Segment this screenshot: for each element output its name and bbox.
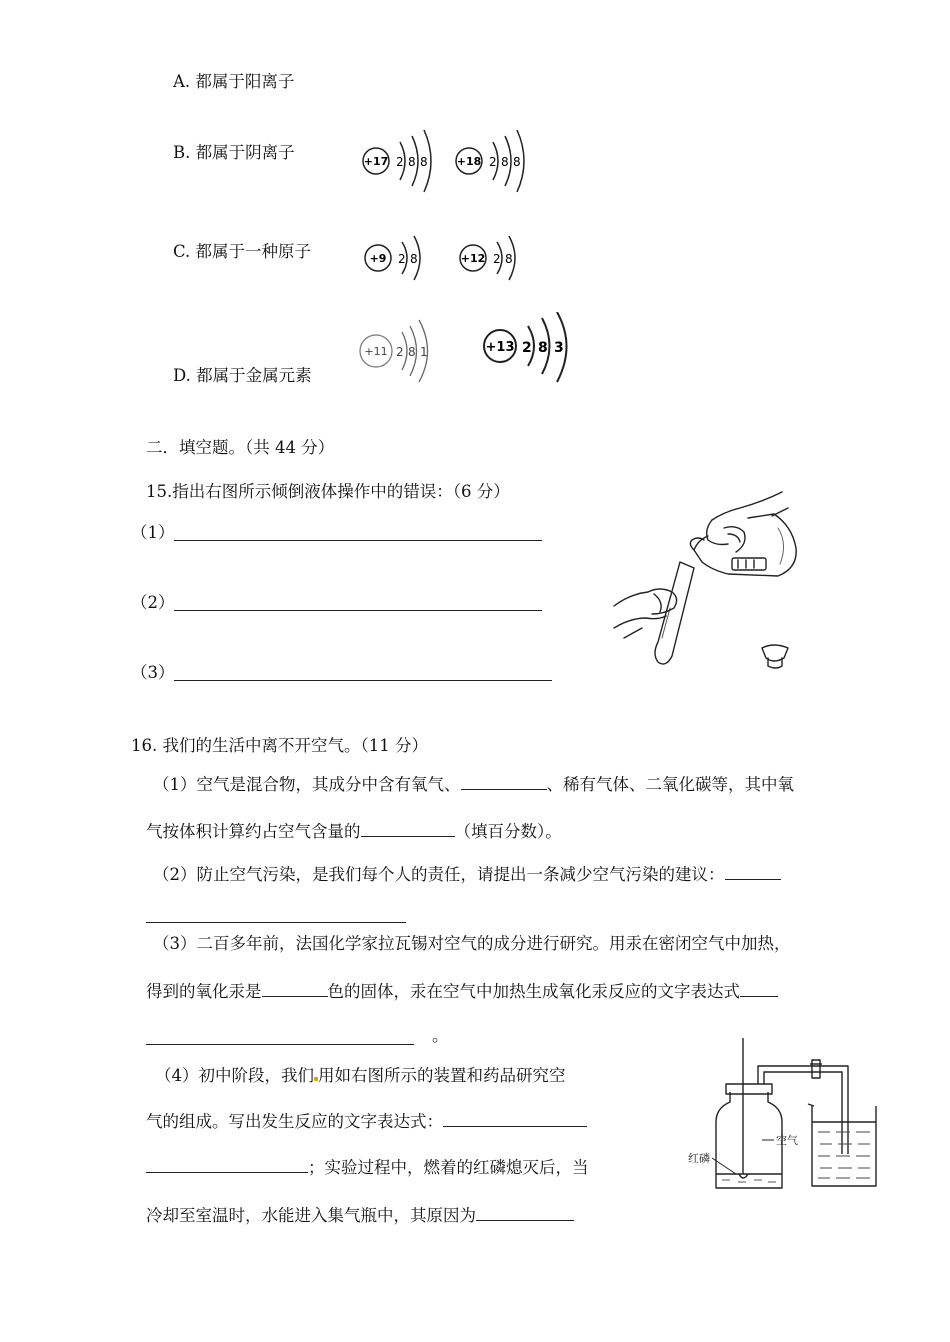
q16-part3-text-b: 得到的氧化汞是 [146, 982, 262, 1001]
shell-2-count: 8 [410, 252, 418, 266]
shell-2-count: 8 [408, 345, 416, 359]
q16-part4-text-b: 气的组成。写出发生反应的文字表达式： [146, 1112, 443, 1131]
nucleus-label: +17 [363, 155, 389, 168]
shell-1-count: 2 [489, 155, 497, 169]
nucleus-label: +12 [460, 252, 486, 265]
shell-3-count: 8 [420, 155, 428, 169]
q16-blank-color[interactable] [262, 995, 328, 997]
shell-3-count: 8 [513, 155, 521, 169]
pouring-liquid-illustration [612, 488, 822, 673]
section-title: 二．填空题。（共 44 分） [146, 438, 335, 457]
shell-2-count: 8 [538, 340, 548, 356]
q15-answer-line-1[interactable] [174, 540, 542, 541]
ion-diagram-ar [453, 128, 533, 194]
q16-part3-line1: （3）二百多年前，法国化学家拉瓦锡对空气的成分进行研究。用汞在密闭空气中加热， [153, 934, 791, 953]
q16-blank-percent[interactable] [361, 835, 455, 837]
q16-part4-line4 [146, 1206, 574, 1226]
q15-item-2: （2） [131, 593, 175, 612]
q15-stem: 15.指出右图所示倾倒液体操作中的错误：（6 分） [146, 482, 510, 501]
nucleus-label: +9 [369, 252, 387, 265]
ion-diagram-mg [457, 232, 521, 284]
shell-3-count: 3 [554, 340, 564, 356]
q16-blank-gas[interactable] [461, 788, 547, 790]
nucleus-label: +11 [364, 345, 388, 358]
label-air: 空气 [776, 1134, 798, 1147]
q16-part1-text-c: 气按体积计算约占空气含量的 [146, 822, 361, 841]
shell-1-count: 2 [396, 155, 404, 169]
shell-1-count: 2 [522, 340, 532, 356]
ion-diagram-na [356, 318, 442, 384]
q16-blank-equation-b[interactable] [146, 1044, 414, 1045]
q16-part4-text-a: （4）初中阶段，我们 [155, 1066, 314, 1085]
label-red-phosphorus: 红磷 [688, 1152, 710, 1165]
ion-diagram-cl [360, 128, 440, 194]
q16-part4-text-d: 冷却至室温时，水能进入集气瓶中，其原因为 [146, 1206, 476, 1225]
q16-blank-equation-a[interactable] [740, 995, 778, 997]
q16-part1-text-d: （填百分数）。 [454, 822, 562, 841]
q16-blank-reaction-a[interactable] [443, 1125, 587, 1127]
q16-part4-line2 [146, 1112, 587, 1132]
ion-diagram-f [362, 232, 426, 284]
q16-part4-line1 [155, 1066, 566, 1086]
option-a: A. 都属于阳离子 [173, 72, 295, 91]
q15-item-1: （1） [131, 523, 175, 542]
q16-blank-reason[interactable] [476, 1219, 574, 1221]
q16-part2-line [153, 865, 781, 885]
shell-2-count: 8 [505, 252, 513, 266]
q16-part3-end: 。 [432, 1026, 449, 1045]
air-experiment-apparatus [686, 1036, 882, 1198]
q15-answer-line-2[interactable] [174, 610, 542, 611]
q16-part2-text: （2）防止空气污染，是我们每个人的责任，请提出一条减少空气污染的建议： [153, 865, 725, 884]
nucleus-label: +18 [456, 155, 482, 168]
q16-part3-line2 [146, 982, 778, 1002]
option-b: B. 都属于阴离子 [173, 143, 295, 162]
option-d: D. 都属于金属元素 [173, 366, 312, 385]
q16-part1-line2 [146, 822, 562, 842]
q16-part1-text-b: 、稀有气体、二氧化碳等，其中氧 [546, 775, 794, 794]
option-c: C. 都属于一种原子 [173, 242, 312, 261]
ion-diagram-al [480, 312, 584, 384]
q16-blank-suggestion-a[interactable] [725, 878, 781, 880]
q16-part4-line3 [146, 1158, 589, 1178]
q16-part3-text-c: 色的固体，汞在空气中加热生成氧化汞反应的文字表达式 [327, 982, 740, 1001]
q15-item-3: （3） [131, 663, 175, 682]
nucleus-label: +13 [485, 340, 515, 355]
q16-stem: 16. 我们的生活中离不开空气。（11 分） [131, 736, 428, 755]
shell-1-count: 2 [396, 345, 404, 359]
shell-1-count: 2 [493, 252, 501, 266]
q16-blank-suggestion-b[interactable] [146, 922, 406, 923]
q16-blank-reaction-b[interactable] [146, 1171, 308, 1173]
q16-part4-text-c: ；实验过程中，燃着的红磷熄灭后，当 [308, 1158, 589, 1177]
q15-answer-line-3[interactable] [174, 680, 552, 681]
q16-part4-text-a2: 用如右图所示的装置和药品研究空 [318, 1066, 566, 1085]
q16-part1-line1 [153, 775, 794, 795]
shell-2-count: 8 [501, 155, 509, 169]
shell-1-count: 2 [398, 252, 406, 266]
shell-3-count: 1 [420, 345, 428, 359]
shell-2-count: 8 [408, 155, 416, 169]
q16-part1-text-a: （1）空气是混合物，其成分中含有氧气、 [153, 775, 461, 794]
